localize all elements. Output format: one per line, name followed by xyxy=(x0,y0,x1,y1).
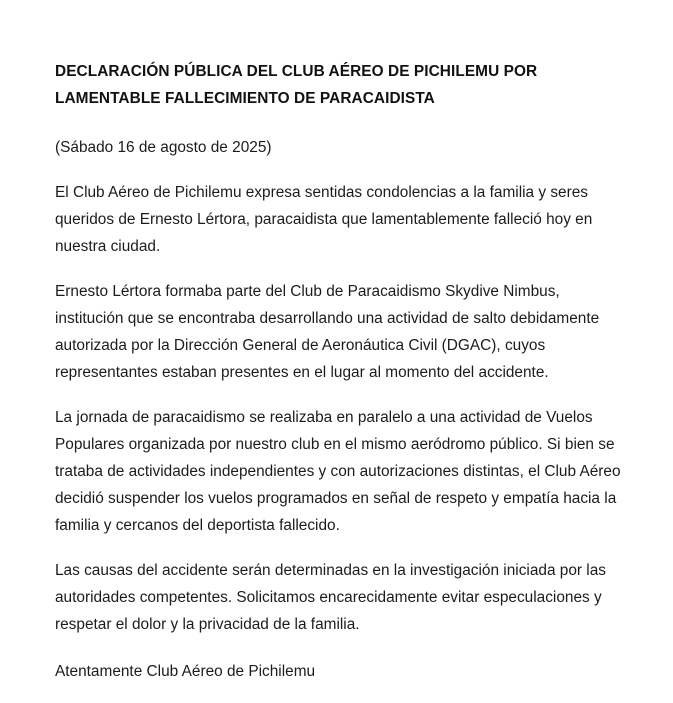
statement-paragraph-2: Ernesto Lértora formaba parte del Club de Paracaidismo Skydive Nimbus, institución que se encontraba desarrollando una actividad de salto debidamente autorizada por la Dirección General de Aeronáutica Civil (DGAC), cuyos representantes estaban presentes en el lugar al momento del accidente. xyxy=(55,283,600,381)
statement-paragraph-3: La jornada de paracaidismo se realizaba en paralelo a una actividad de Vuelos Populares organizada por nuestro club en el mismo aeródromo público. Si bien se trataba de actividades independientes y con autorizaciones distintas, el Club Aéreo decidió suspender los vuelos programados en señal de respeto y empatía hacia la familia y cercanos del deportista fallecido. xyxy=(55,409,621,534)
statement-date: (Sábado 16 de agosto de 2025) xyxy=(55,139,272,156)
public-statement xyxy=(55,58,627,685)
statement-paragraph-4: Las causas del accidente serán determinadas en la investigación iniciada por las autoridades competentes. Solicitamos encarecidamente evitar especulaciones y respetar el dolor y la privacidad de la familia. xyxy=(55,562,606,633)
page-title: DECLARACIÓN PÚBLICA DEL CLUB AÉREO DE PICHILEMU POR LAMENTABLE FALLECIMIENTO DE PARACAIDISTA xyxy=(55,63,538,107)
statement-paragraph-1: El Club Aéreo de Pichilemu expresa sentidas condolencias a la familia y seres queridos de Ernesto Lértora, paracaidista que lamentablemente falleció hoy en nuestra ciudad. xyxy=(55,184,593,255)
statement-signoff: Atentamente Club Aéreo de Pichilemu xyxy=(55,663,316,680)
